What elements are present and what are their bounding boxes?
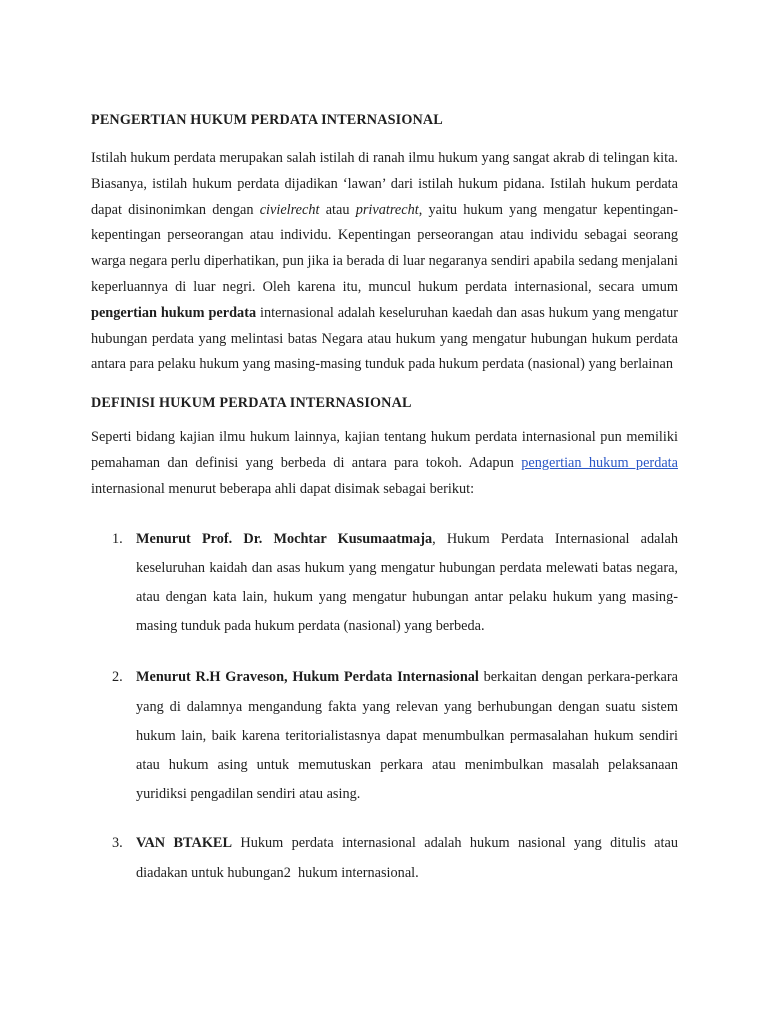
text-segment: Seperti bidang kajian ilmu hukum lainnya, kajian tentang hukum perdata internasional pun memiliki pemahaman dan definisi yang berbeda di antara para tokoh. Adapun — [91, 429, 678, 471]
list-item — [91, 829, 682, 887]
link-pengertian-hukum-perdata[interactable]: pengertian hukum perdata — [521, 454, 678, 471]
definition-list — [91, 525, 682, 888]
italic-term: privatrecht — [355, 201, 419, 218]
text-segment: Istilah hukum perdata merupakan salah istilah di ranah ilmu hukum yang sangat akrab di telingan kita. Biasanya, istilah hukum perdata dijadikan ‘lawan’ dari istilah hukum pidana. Istilah hukum perdata dapat disinonimkan dengan — [91, 150, 678, 218]
paragraph-definisi — [91, 425, 678, 502]
list-number: 2. — [112, 669, 123, 686]
list-item-author: Menurut Prof. Dr. Mochtar Kusumaatmaja — [136, 530, 433, 547]
text-segment: internasional menurut beberapa ahli dapat disimak sebagai berikut: — [91, 480, 475, 497]
paragraph-pengertian — [91, 146, 678, 378]
heading-pengertian: PENGERTIAN HUKUM PERDATA INTERNASIONAL — [91, 112, 443, 128]
text-segment: , yaitu hukum yang mengatur kepentingan-kepentingan perseorangan atau individu. Kepentingan perseorangan atau individu sebagai seorang warga negara perlu diperhatikan, pun jika ia berada di luar negaranya sendiri apabila sedang menjalani keperluannya di luar negri. Oleh karena itu, muncul hukum perdata internasional, secara umum — [91, 201, 678, 295]
text-segment: internasional adalah keseluruhan kaedah dan asas hukum yang mengatur hubungan perdata yang melintasi batas Negara atau hukum yang mengatur hubungan hukum perdata antara para pelaku hukum yang masing-masing tunduk pada hukum perdata (nasional) yang berlainan — [91, 304, 679, 373]
italic-term: civielrecht — [259, 201, 320, 218]
heading-definisi: DEFINISI HUKUM PERDATA INTERNASIONAL — [91, 395, 412, 412]
list-item-text: berkaitan dengan perkara-perkara yang di dalamnya mengandung fakta yang relevan yang berhubungan dengan suatu sistem hukum lain, baik karena teritorialistasnya dapat menumbulkan permasalahan hukum sendiri atau hukum asing untuk memutuskan perkara atau menimbulkan masalah pelaksanaan yuridiksi pengadilan sendiri atau asing. — [136, 669, 678, 803]
list-item-author: VAN BTAKEL — [136, 835, 233, 852]
bold-term: pengertian hukum perdata — [91, 304, 257, 321]
text-segment: atau — [319, 201, 356, 218]
list-number: 3. — [112, 835, 123, 852]
list-item — [91, 663, 678, 809]
list-item — [91, 525, 678, 642]
list-item-author: Menurut R.H Graveson, Hukum Perdata Internasional — [136, 669, 479, 686]
list-item-text: , Hukum Perdata Internasional adalah keseluruhan kaidah dan asas hukum yang mengatur hubungan perdata melewati batas negara, atau dengan kata lain, hukum yang mengatur hubungan antar pelaku hukum yang masing-masing tunduk pada hukum perdata (nasional) yang berbeda. — [136, 530, 678, 635]
list-number: 1. — [112, 530, 123, 547]
list-item-text: Hukum perdata internasional adalah hukum nasional yang ditulis atau diadakan untuk hubungan2 hukum internasional. — [136, 835, 682, 881]
